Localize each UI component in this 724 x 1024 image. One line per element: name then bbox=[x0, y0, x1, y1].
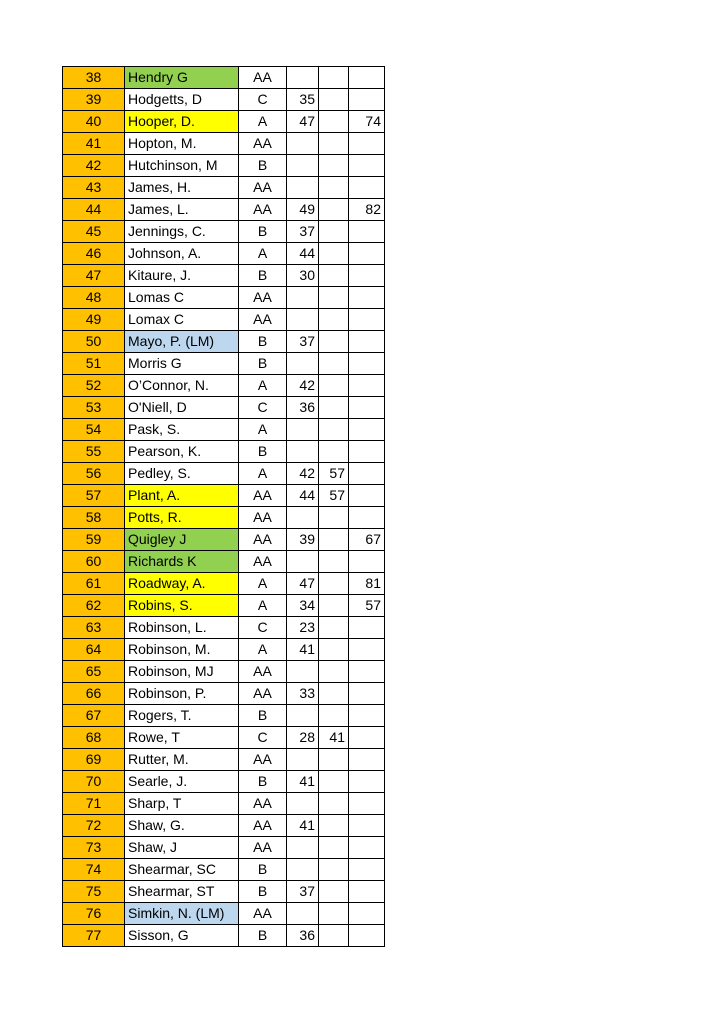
row-number-cell: 68 bbox=[63, 727, 125, 749]
score-1-cell: 34 bbox=[287, 595, 319, 617]
grade-cell: AA bbox=[239, 749, 287, 771]
row-number-cell: 62 bbox=[63, 595, 125, 617]
row-number-cell: 55 bbox=[63, 441, 125, 463]
member-name-cell: James, H. bbox=[125, 177, 239, 199]
score-2-cell bbox=[319, 837, 349, 859]
row-number-cell: 75 bbox=[63, 881, 125, 903]
score-1-cell: 36 bbox=[287, 397, 319, 419]
grade-cell: AA bbox=[239, 815, 287, 837]
row-number-cell: 46 bbox=[63, 243, 125, 265]
row-number-cell: 43 bbox=[63, 177, 125, 199]
score-2-cell bbox=[319, 771, 349, 793]
grade-cell: C bbox=[239, 397, 287, 419]
score-3-cell bbox=[349, 441, 385, 463]
table-row bbox=[63, 177, 385, 199]
member-name-cell: Hopton, M. bbox=[125, 133, 239, 155]
score-3-cell bbox=[349, 375, 385, 397]
grade-cell: C bbox=[239, 727, 287, 749]
row-number-cell: 71 bbox=[63, 793, 125, 815]
row-number-cell: 70 bbox=[63, 771, 125, 793]
grade-cell: AA bbox=[239, 661, 287, 683]
member-name-cell: Sharp, T bbox=[125, 793, 239, 815]
grade-cell: B bbox=[239, 771, 287, 793]
score-1-cell bbox=[287, 133, 319, 155]
table-row bbox=[63, 463, 385, 485]
score-1-cell: 41 bbox=[287, 771, 319, 793]
table-row bbox=[63, 331, 385, 353]
member-name-cell: Pask, S. bbox=[125, 419, 239, 441]
grade-cell: A bbox=[239, 243, 287, 265]
grade-cell: AA bbox=[239, 485, 287, 507]
table-row bbox=[63, 837, 385, 859]
score-2-cell bbox=[319, 111, 349, 133]
score-1-cell: 37 bbox=[287, 331, 319, 353]
score-1-cell bbox=[287, 67, 319, 89]
grade-cell: AA bbox=[239, 837, 287, 859]
score-3-cell bbox=[349, 67, 385, 89]
score-3-cell bbox=[349, 309, 385, 331]
score-3-cell bbox=[349, 463, 385, 485]
score-2-cell bbox=[319, 573, 349, 595]
grade-cell: B bbox=[239, 221, 287, 243]
row-number-cell: 53 bbox=[63, 397, 125, 419]
score-2-cell bbox=[319, 89, 349, 111]
score-1-cell bbox=[287, 287, 319, 309]
grade-cell: AA bbox=[239, 793, 287, 815]
score-3-cell bbox=[349, 639, 385, 661]
row-number-cell: 47 bbox=[63, 265, 125, 287]
row-number-cell: 50 bbox=[63, 331, 125, 353]
grade-cell: AA bbox=[239, 133, 287, 155]
row-number-cell: 56 bbox=[63, 463, 125, 485]
score-2-cell bbox=[319, 309, 349, 331]
table-row bbox=[63, 353, 385, 375]
table-row bbox=[63, 903, 385, 925]
member-name-cell: Hutchinson, M bbox=[125, 155, 239, 177]
score-1-cell bbox=[287, 353, 319, 375]
table-row bbox=[63, 573, 385, 595]
score-1-cell bbox=[287, 155, 319, 177]
score-3-cell bbox=[349, 925, 385, 947]
member-name-cell: Rogers, T. bbox=[125, 705, 239, 727]
member-name-cell: Richards K bbox=[125, 551, 239, 573]
score-1-cell bbox=[287, 793, 319, 815]
row-number-cell: 44 bbox=[63, 199, 125, 221]
score-3-cell bbox=[349, 617, 385, 639]
grade-cell: A bbox=[239, 463, 287, 485]
member-name-cell: Shearmar, ST bbox=[125, 881, 239, 903]
table-row bbox=[63, 67, 385, 89]
row-number-cell: 64 bbox=[63, 639, 125, 661]
score-3-cell bbox=[349, 793, 385, 815]
score-3-cell: 82 bbox=[349, 199, 385, 221]
score-2-cell bbox=[319, 221, 349, 243]
table-row bbox=[63, 397, 385, 419]
grade-cell: B bbox=[239, 155, 287, 177]
row-number-cell: 48 bbox=[63, 287, 125, 309]
row-number-cell: 60 bbox=[63, 551, 125, 573]
member-name-cell: Plant, A. bbox=[125, 485, 239, 507]
member-name-cell: Morris G bbox=[125, 353, 239, 375]
table-row bbox=[63, 155, 385, 177]
table-row bbox=[63, 639, 385, 661]
score-2-cell bbox=[319, 815, 349, 837]
score-2-cell bbox=[319, 67, 349, 89]
score-1-cell bbox=[287, 837, 319, 859]
grade-cell: AA bbox=[239, 903, 287, 925]
row-number-cell: 73 bbox=[63, 837, 125, 859]
row-number-cell: 38 bbox=[63, 67, 125, 89]
score-1-cell: 35 bbox=[287, 89, 319, 111]
grade-cell: A bbox=[239, 419, 287, 441]
member-name-cell: Robinson, P. bbox=[125, 683, 239, 705]
table-row bbox=[63, 419, 385, 441]
score-3-cell: 67 bbox=[349, 529, 385, 551]
table-row bbox=[63, 133, 385, 155]
score-1-cell bbox=[287, 441, 319, 463]
score-2-cell bbox=[319, 419, 349, 441]
score-2-cell bbox=[319, 375, 349, 397]
score-2-cell: 57 bbox=[319, 463, 349, 485]
table-row bbox=[63, 727, 385, 749]
score-1-cell: 37 bbox=[287, 221, 319, 243]
score-3-cell bbox=[349, 419, 385, 441]
score-1-cell: 47 bbox=[287, 111, 319, 133]
score-2-cell bbox=[319, 507, 349, 529]
score-1-cell: 39 bbox=[287, 529, 319, 551]
score-2-cell bbox=[319, 551, 349, 573]
score-1-cell: 49 bbox=[287, 199, 319, 221]
table-row bbox=[63, 287, 385, 309]
member-name-cell: Shearmar, SC bbox=[125, 859, 239, 881]
score-1-cell bbox=[287, 903, 319, 925]
member-name-cell: Searle, J. bbox=[125, 771, 239, 793]
score-1-cell: 41 bbox=[287, 815, 319, 837]
member-name-cell: Shaw, G. bbox=[125, 815, 239, 837]
score-3-cell bbox=[349, 683, 385, 705]
member-name-cell: Lomax C bbox=[125, 309, 239, 331]
grade-cell: AA bbox=[239, 199, 287, 221]
grade-cell: A bbox=[239, 639, 287, 661]
table-row bbox=[63, 309, 385, 331]
score-3-cell bbox=[349, 727, 385, 749]
grade-cell: B bbox=[239, 705, 287, 727]
score-3-cell bbox=[349, 265, 385, 287]
score-2-cell bbox=[319, 243, 349, 265]
score-2-cell bbox=[319, 859, 349, 881]
score-3-cell bbox=[349, 287, 385, 309]
member-name-cell: Pedley, S. bbox=[125, 463, 239, 485]
score-3-cell bbox=[349, 749, 385, 771]
table-row bbox=[63, 243, 385, 265]
table-row bbox=[63, 815, 385, 837]
row-number-cell: 42 bbox=[63, 155, 125, 177]
score-2-cell bbox=[319, 749, 349, 771]
table-row bbox=[63, 507, 385, 529]
score-1-cell bbox=[287, 705, 319, 727]
score-2-cell bbox=[319, 661, 349, 683]
members-table-body bbox=[63, 67, 385, 947]
table-row bbox=[63, 265, 385, 287]
member-name-cell: Quigley J bbox=[125, 529, 239, 551]
score-1-cell: 30 bbox=[287, 265, 319, 287]
row-number-cell: 65 bbox=[63, 661, 125, 683]
score-2-cell bbox=[319, 353, 349, 375]
grade-cell: A bbox=[239, 573, 287, 595]
score-2-cell bbox=[319, 925, 349, 947]
score-1-cell: 33 bbox=[287, 683, 319, 705]
table-row bbox=[63, 705, 385, 727]
table-row bbox=[63, 617, 385, 639]
row-number-cell: 77 bbox=[63, 925, 125, 947]
row-number-cell: 66 bbox=[63, 683, 125, 705]
member-name-cell: Jennings, C. bbox=[125, 221, 239, 243]
grade-cell: B bbox=[239, 353, 287, 375]
score-1-cell bbox=[287, 551, 319, 573]
score-1-cell: 36 bbox=[287, 925, 319, 947]
grade-cell: AA bbox=[239, 683, 287, 705]
score-3-cell bbox=[349, 331, 385, 353]
grade-cell: AA bbox=[239, 287, 287, 309]
score-3-cell bbox=[349, 837, 385, 859]
score-1-cell: 42 bbox=[287, 463, 319, 485]
score-1-cell: 44 bbox=[287, 485, 319, 507]
score-3-cell bbox=[349, 815, 385, 837]
member-name-cell: Pearson, K. bbox=[125, 441, 239, 463]
table-row bbox=[63, 111, 385, 133]
grade-cell: A bbox=[239, 595, 287, 617]
score-3-cell bbox=[349, 353, 385, 375]
score-2-cell: 41 bbox=[319, 727, 349, 749]
table-row bbox=[63, 199, 385, 221]
score-2-cell bbox=[319, 793, 349, 815]
score-2-cell bbox=[319, 705, 349, 727]
member-name-cell: Shaw, J bbox=[125, 837, 239, 859]
row-number-cell: 58 bbox=[63, 507, 125, 529]
row-number-cell: 59 bbox=[63, 529, 125, 551]
member-name-cell: Mayo, P. (LM) bbox=[125, 331, 239, 353]
row-number-cell: 49 bbox=[63, 309, 125, 331]
row-number-cell: 63 bbox=[63, 617, 125, 639]
row-number-cell: 40 bbox=[63, 111, 125, 133]
row-number-cell: 41 bbox=[63, 133, 125, 155]
table-row bbox=[63, 749, 385, 771]
members-table bbox=[62, 66, 385, 947]
score-1-cell bbox=[287, 859, 319, 881]
member-name-cell: O’Connor, N. bbox=[125, 375, 239, 397]
score-1-cell bbox=[287, 749, 319, 771]
score-1-cell bbox=[287, 419, 319, 441]
member-name-cell: Robins, S. bbox=[125, 595, 239, 617]
score-1-cell: 44 bbox=[287, 243, 319, 265]
row-number-cell: 74 bbox=[63, 859, 125, 881]
score-1-cell: 23 bbox=[287, 617, 319, 639]
score-2-cell bbox=[319, 155, 349, 177]
member-name-cell: Rutter, M. bbox=[125, 749, 239, 771]
score-3-cell bbox=[349, 89, 385, 111]
table-row bbox=[63, 925, 385, 947]
score-3-cell: 74 bbox=[349, 111, 385, 133]
score-3-cell bbox=[349, 859, 385, 881]
grade-cell: AA bbox=[239, 529, 287, 551]
table-row bbox=[63, 683, 385, 705]
score-3-cell bbox=[349, 133, 385, 155]
row-number-cell: 45 bbox=[63, 221, 125, 243]
member-name-cell: Simkin, N. (LM) bbox=[125, 903, 239, 925]
score-3-cell bbox=[349, 551, 385, 573]
score-1-cell bbox=[287, 661, 319, 683]
score-3-cell bbox=[349, 661, 385, 683]
table-row bbox=[63, 595, 385, 617]
row-number-cell: 61 bbox=[63, 573, 125, 595]
score-2-cell bbox=[319, 133, 349, 155]
row-number-cell: 52 bbox=[63, 375, 125, 397]
table-row bbox=[63, 661, 385, 683]
score-3-cell: 57 bbox=[349, 595, 385, 617]
grade-cell: A bbox=[239, 111, 287, 133]
table-row bbox=[63, 793, 385, 815]
grade-cell: A bbox=[239, 375, 287, 397]
score-3-cell bbox=[349, 177, 385, 199]
grade-cell: AA bbox=[239, 551, 287, 573]
score-1-cell bbox=[287, 507, 319, 529]
score-3-cell bbox=[349, 155, 385, 177]
member-name-cell: Hendry G bbox=[125, 67, 239, 89]
member-name-cell: Roadway, A. bbox=[125, 573, 239, 595]
table-row bbox=[63, 859, 385, 881]
table-row bbox=[63, 375, 385, 397]
score-1-cell: 42 bbox=[287, 375, 319, 397]
member-name-cell: O'Niell, D bbox=[125, 397, 239, 419]
score-2-cell bbox=[319, 177, 349, 199]
grade-cell: C bbox=[239, 89, 287, 111]
member-name-cell: Rowe, T bbox=[125, 727, 239, 749]
table-row bbox=[63, 221, 385, 243]
grade-cell: AA bbox=[239, 507, 287, 529]
score-2-cell bbox=[319, 265, 349, 287]
grade-cell: C bbox=[239, 617, 287, 639]
grade-cell: AA bbox=[239, 177, 287, 199]
score-2-cell bbox=[319, 595, 349, 617]
score-1-cell: 47 bbox=[287, 573, 319, 595]
score-3-cell bbox=[349, 903, 385, 925]
table-row bbox=[63, 485, 385, 507]
row-number-cell: 67 bbox=[63, 705, 125, 727]
score-3-cell bbox=[349, 485, 385, 507]
row-number-cell: 54 bbox=[63, 419, 125, 441]
member-name-cell: Potts, R. bbox=[125, 507, 239, 529]
member-name-cell: Hodgetts, D bbox=[125, 89, 239, 111]
member-name-cell: Robinson, M. bbox=[125, 639, 239, 661]
score-3-cell bbox=[349, 705, 385, 727]
table-row bbox=[63, 771, 385, 793]
row-number-cell: 69 bbox=[63, 749, 125, 771]
member-name-cell: Hooper, D. bbox=[125, 111, 239, 133]
score-2-cell bbox=[319, 441, 349, 463]
grade-cell: AA bbox=[239, 67, 287, 89]
score-2-cell bbox=[319, 529, 349, 551]
score-2-cell bbox=[319, 617, 349, 639]
score-2-cell bbox=[319, 331, 349, 353]
table-row bbox=[63, 441, 385, 463]
score-1-cell bbox=[287, 177, 319, 199]
member-name-cell: Kitaure, J. bbox=[125, 265, 239, 287]
score-3-cell bbox=[349, 221, 385, 243]
score-1-cell: 28 bbox=[287, 727, 319, 749]
score-2-cell bbox=[319, 397, 349, 419]
row-number-cell: 57 bbox=[63, 485, 125, 507]
score-3-cell bbox=[349, 507, 385, 529]
table-row bbox=[63, 881, 385, 903]
grade-cell: B bbox=[239, 925, 287, 947]
member-name-cell: Robinson, MJ bbox=[125, 661, 239, 683]
row-number-cell: 39 bbox=[63, 89, 125, 111]
table-row bbox=[63, 551, 385, 573]
score-2-cell bbox=[319, 683, 349, 705]
member-name-cell: Johnson, A. bbox=[125, 243, 239, 265]
score-1-cell: 41 bbox=[287, 639, 319, 661]
score-2-cell bbox=[319, 881, 349, 903]
score-2-cell bbox=[319, 287, 349, 309]
grade-cell: AA bbox=[239, 309, 287, 331]
row-number-cell: 72 bbox=[63, 815, 125, 837]
member-name-cell: James, L. bbox=[125, 199, 239, 221]
score-1-cell bbox=[287, 309, 319, 331]
score-3-cell bbox=[349, 881, 385, 903]
score-2-cell bbox=[319, 199, 349, 221]
member-name-cell: Robinson, L. bbox=[125, 617, 239, 639]
score-2-cell: 57 bbox=[319, 485, 349, 507]
grade-cell: B bbox=[239, 859, 287, 881]
score-3-cell bbox=[349, 397, 385, 419]
grade-cell: B bbox=[239, 331, 287, 353]
grade-cell: B bbox=[239, 881, 287, 903]
score-3-cell bbox=[349, 243, 385, 265]
grade-cell: B bbox=[239, 265, 287, 287]
member-name-cell: Lomas C bbox=[125, 287, 239, 309]
table-row bbox=[63, 89, 385, 111]
score-2-cell bbox=[319, 903, 349, 925]
score-3-cell bbox=[349, 771, 385, 793]
score-2-cell bbox=[319, 639, 349, 661]
table-row bbox=[63, 529, 385, 551]
score-3-cell: 81 bbox=[349, 573, 385, 595]
grade-cell: B bbox=[239, 441, 287, 463]
member-name-cell: Sisson, G bbox=[125, 925, 239, 947]
score-1-cell: 37 bbox=[287, 881, 319, 903]
row-number-cell: 51 bbox=[63, 353, 125, 375]
row-number-cell: 76 bbox=[63, 903, 125, 925]
